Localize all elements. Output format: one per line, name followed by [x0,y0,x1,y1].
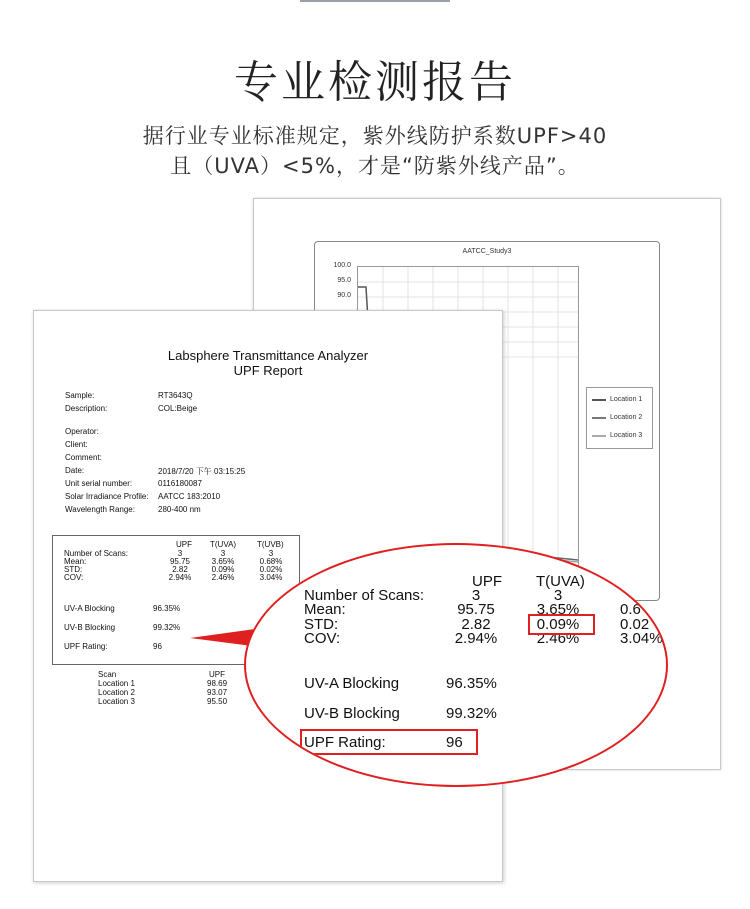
upf-value: 2.94% [168,573,192,582]
y-tick-label: 95.0 [337,277,351,284]
field-label: Comment: [65,453,102,462]
y-tick-label: 90.0 [337,292,351,299]
uva-blocking-value: 96.35% [153,604,181,613]
zoom-uvb-blocking-value: 99.32% [446,705,497,722]
zoom-uva-value: 2.46% [536,630,580,647]
field-label: Wavelength Range: [65,505,135,514]
field-label: Sample: [65,391,95,400]
field-label: Client: [65,440,88,449]
zoom-uvb-blocking-label: UV-B Blocking [304,705,400,722]
uvb-value: 0.68% [259,557,283,566]
upf-value: 2.82 [172,565,188,574]
uvb-value: 0.02% [259,565,283,574]
zoom-row-label: Number of Scans: [304,587,425,604]
chart-title: AATCC_Study3 [462,248,512,255]
upf-rating-highlight-box [300,729,478,755]
field-label: Operator: [65,427,99,436]
uvb-value: 3.04% [259,573,283,582]
field-value: RT3643Q [158,391,193,400]
row-label: COV: [64,573,84,582]
zoom-col-uva: T(UVA) [536,573,585,590]
scan-upf: 95.50 [207,697,228,706]
row-label: Number of Scans: [64,549,129,558]
scan-location: Location 1 [98,679,135,688]
uva-value: 2.46% [211,573,235,582]
scan-location: Location 2 [98,688,135,697]
zoom-upf-value: 95.75 [457,601,495,618]
field-value: COL:Beige [158,404,198,413]
uva-value: 0.09% [211,565,235,574]
subtitle-line-1: 据行业专业标准规定，紫外线防护系数UPF>40 [142,124,608,148]
zoom-uva-value: 3 [553,587,563,604]
top-divider [300,0,450,2]
zoom-upf-value: 3 [471,587,481,604]
report-title: Labsphere Transmittance Analyzer [167,348,369,363]
upf-value: 3 [177,549,183,558]
uva-blocking-label: UV-A Blocking [64,604,115,613]
scan-location: Location 3 [98,697,135,706]
zoom-uva-blocking-value: 96.35% [446,675,497,692]
col-header: UPF [176,540,192,549]
uva-value: 3.65% [211,557,235,566]
uvb-blocking-label: UV-B Blocking [64,623,116,632]
zoom-upf-rating-value: 96 [446,734,463,751]
zoom-col-upf: UPF [472,573,502,590]
legend-item: Location 3 [592,432,642,439]
page-title: 专业检测报告 [234,57,516,108]
zoom-upf-rating-label: UPF Rating: [304,734,386,751]
upf-rating-label: UPF Rating: [64,642,108,651]
y-tick-label: 100.0 [333,262,351,269]
zoom-upf-value: 2.82 [461,616,491,633]
field-value: 280-400 nm [158,505,201,514]
upf-value: 95.75 [169,557,191,566]
field-value: 2018/7/20 下午 03:15:25 [158,467,246,476]
zoom-row-label: COV: [304,630,341,647]
field-label: Date: [65,466,85,475]
scan-upf-header: UPF [209,670,225,679]
zoom-uva-value: 0.09% [536,616,580,633]
zoom-row-label: Mean: [304,601,346,618]
report-subtitle: UPF Report [233,363,303,378]
zoom-uvb-value: 3.04% [620,630,663,647]
field-value: AATCC 183:2010 [158,492,221,501]
zoom-uvb-value: 0.02 [620,616,650,633]
uvb-value: 3 [268,549,274,558]
scan-upf: 93.07 [207,688,228,697]
zoom-uva-blocking-label: UV-A Blocking [304,675,400,692]
uva-value: 3 [220,549,226,558]
row-label: Mean: [64,557,87,566]
zoom-uvb-value: 0.6 [620,601,641,618]
legend-item: Location 2 [592,414,642,421]
uvb-blocking-value: 99.32% [153,623,181,632]
col-header: T(UVA) [210,540,237,549]
scan-header: Scan [98,670,117,679]
scan-upf: 98.69 [207,679,228,688]
subtitle-line-2: 且（UVA）<5%，才是“防紫外线产品”。 [170,154,580,178]
zoom-upf-value: 2.94% [454,630,498,647]
zoom-uva-value: 3.65% [536,601,580,618]
zoom-callout [244,540,668,787]
field-label: Unit serial number: [65,479,133,488]
legend-item: Location 1 [592,396,642,403]
field-label: Description: [65,404,108,413]
row-label: STD: [64,565,83,574]
col-header: T(UVB) [257,540,284,549]
chart-legend [586,387,653,449]
field-label: Solar Irradiance Profile: [65,492,149,501]
upf-rating-value: 96 [153,642,162,651]
zoom-row-label: STD: [304,616,339,633]
field-value: 0116180087 [158,479,202,488]
std-highlight-box [528,614,595,635]
